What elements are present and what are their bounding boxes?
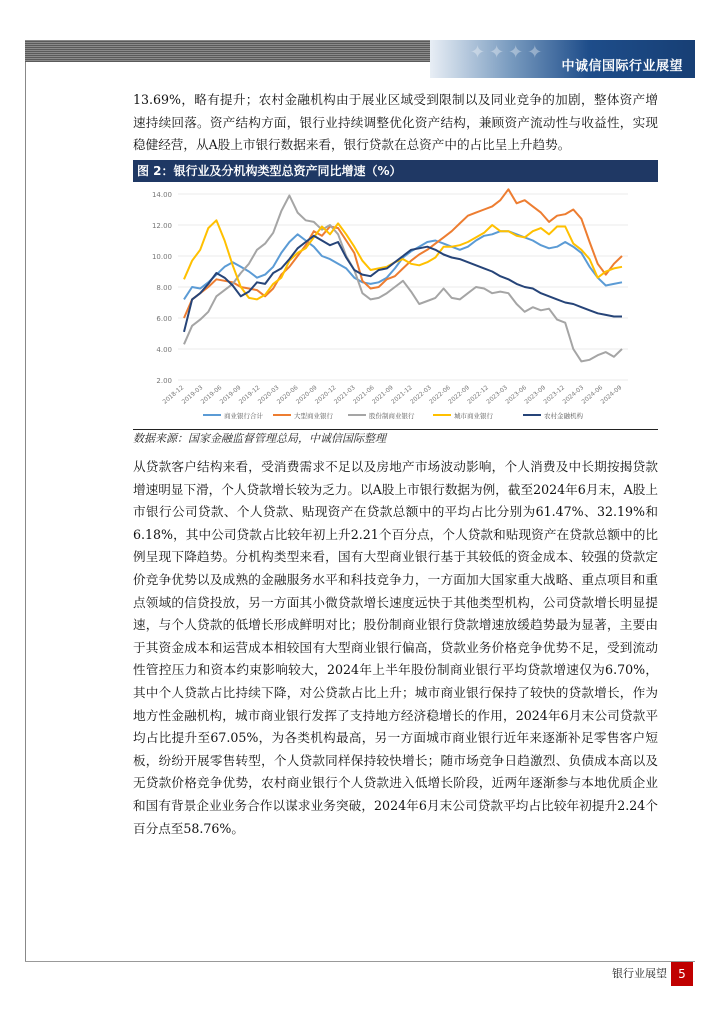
footer-rule: [25, 961, 695, 962]
x-tick-label: 2020-12: [313, 384, 338, 406]
paragraph-1: 13.69%，略有提升；农村金融机构由于展业区域受到限制以及同业竞争的加剧，整体资产增速持续回落。资产结构方面，银行业持续调整优化资产结构，兼顾资产流动性与收益性，实现稳健经营，从A股上市银行数据来看，银行贷款在总资产中的占比呈上升趋势。: [133, 92, 658, 153]
x-tick-label: 2020-06: [275, 384, 300, 406]
x-tick-label: 2022-03: [409, 384, 433, 406]
x-tick-label: 2024-09: [599, 384, 624, 406]
x-tick-label: 2022-09: [447, 384, 471, 406]
header-brand-banner: [430, 40, 695, 78]
legend-label: 商业银行合计: [224, 412, 263, 420]
y-tick-label: 4.00: [156, 346, 172, 354]
page-number: 5: [671, 962, 693, 986]
figure-title: 图 2：银行业及分机构类型总资产同比增速（%）: [133, 160, 658, 182]
x-tick-label: 2023-03: [485, 384, 510, 406]
x-tick-label: 2021-03: [332, 384, 357, 406]
legend-label: 大型商业银行: [294, 412, 333, 420]
chart-container: [133, 182, 658, 426]
figure-bottom-rule: [133, 429, 658, 430]
x-tick-label: 2021-09: [371, 384, 395, 406]
x-tick-label: 2021-12: [390, 384, 414, 406]
y-tick-label: 10.00: [151, 253, 172, 261]
x-tick-label: 2022-06: [428, 384, 452, 406]
x-tick-label: 2020-09: [294, 384, 319, 406]
y-tick-label: 14.00: [151, 191, 172, 199]
x-tick-label: 2022-12: [466, 384, 490, 406]
x-tick-label: 2019-03: [180, 384, 205, 406]
y-tick-label: 8.00: [156, 284, 172, 292]
line-chart: [133, 182, 658, 426]
decor-pattern-icon: ✦✦✦✦: [470, 42, 547, 63]
series-line: [184, 220, 622, 299]
legend-label: 农村金融机构: [544, 412, 583, 420]
figure-source: 数据来源：国家金融监督管理总局，中诚信国际整理: [133, 432, 386, 445]
y-tick-label: 12.00: [151, 222, 172, 230]
x-tick-label: 2023-12: [542, 384, 567, 406]
x-tick-label: 2023-09: [523, 384, 548, 406]
brand-title: 中诚信国际行业展望: [561, 59, 683, 74]
series-line: [184, 196, 622, 362]
x-tick-label: 2021-06: [352, 384, 376, 406]
x-tick-label: 2019-12: [237, 384, 262, 406]
y-tick-label: 2.00: [156, 377, 172, 385]
x-tick-label: 2024-03: [561, 384, 586, 406]
paragraph-2: 从贷款客户结构来看，受消费需求不足以及房地产市场波动影响，个人消费及中长期按揭贷款增速明显下滑，个人贷款增长较为乏力。以A股上市银行数据为例，截至2024年6月末，A股上市银行公司贷款、个人贷款、贴现资产在贷款总额中的平均占比分别为61.47%、32.19%和6.18%，其中公司贷款占比较年初上升2.21个百分点，个人贷款和贴现资产在贷款总额中的比例呈现下降趋势。分机构类型来看，国有大型商业银行基于其较低的资金成本、较强的贷款定价竞争优势以及成熟的金融服务水平和科技竞争力，一方面加大国家重大战略、重点项目和重点领域的信贷投放，另一方面其小微贷款增长速度远快于其他类型机构，公司贷款增长明显提速，与个人贷款的低增长形成鲜明对比；股份制商业银行贷款增速放缓趋势最为显著，主要由于其资金成本和运营成本相较国有大型商业银行偏高，贷款业务价格竞争优势不足，受到流动性管控压力和资本约束影响较大，2024年上半年股份制商业银行平均贷款增速仅为6.70%，其中个人贷款占比持续下降，对公贷款占比上升；城市商业银行保持了较快的贷款增长，作为地方性金融机构，城市商业银行发挥了支持地方经济稳增长的作用，2024年6月末公司贷款平均占比提升至67.05%，为各类机构最高，另一方面城市商业银行近年来逐渐补足零售客户短板，纷纷开展零售转型，个人贷款同样保持较快增长；随市场竞争日趋激烈、负债成本高以及无贷款价格竞争优势，农村商业银行个人贷款进入低增长阶段，近两年逐渐参与本地优质企业和国有背景企业业务合作以谋求业务突破，2024年6月末公司贷款平均占比较年初提升2.24个百分点至58.76%。: [133, 459, 658, 836]
y-tick-label: 6.00: [156, 315, 172, 323]
x-tick-label: 2019-06: [199, 384, 224, 406]
x-tick-label: 2019-09: [218, 384, 243, 406]
left-margin-rule: [25, 62, 26, 961]
x-tick-label: 2023-06: [504, 384, 529, 406]
footer-label: 银行业展望: [612, 967, 667, 980]
legend-label: 股份制商业银行: [369, 412, 415, 420]
x-tick-label: 2024-06: [580, 384, 605, 406]
legend-label: 城市商业银行: [454, 412, 493, 420]
x-tick-label: 2018-12: [161, 384, 186, 406]
x-tick-label: 2020-03: [256, 384, 281, 406]
